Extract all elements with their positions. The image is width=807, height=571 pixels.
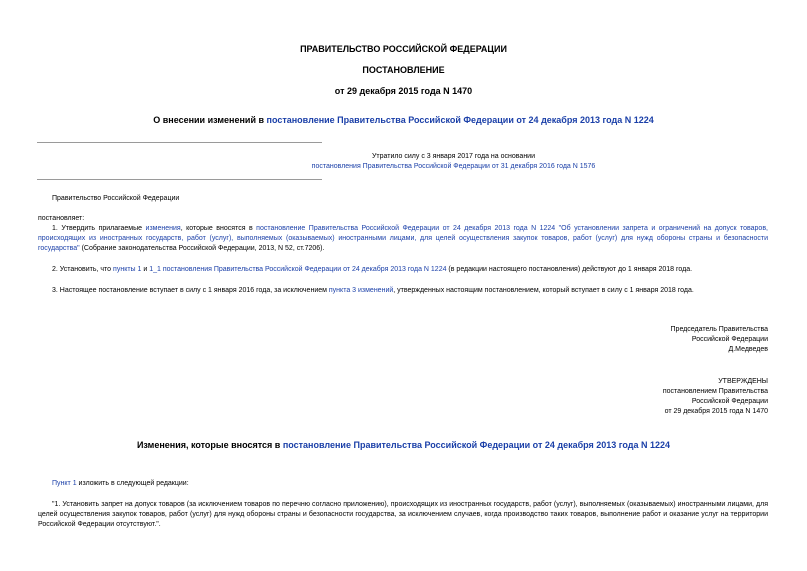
points-1-link[interactable]: пункты 1 [113,266,142,273]
changes-link[interactable]: изменения [145,225,181,232]
repeal-notice [50,152,807,172]
repeal-notice-line: Утратило силу с 3 января 2017 года на основании [371,153,536,160]
changes-title-prefix: Изменения, которые вносятся в [136,440,283,450]
point-1-link[interactable]: Пункт 1 [52,480,77,487]
repeal-decree-link[interactable]: постановления Правительства Российской Федерации от 31 декабря 2016 года N 1576 [311,163,596,170]
approval-stamp: УТВЕРЖДЕНЫ [718,378,768,385]
paragraph-1-text-a: 1. Утвердить прилагаемые [52,225,146,232]
government-name: Правительство Российской Федерации [52,195,180,202]
paragraph-2-text-c: (в редакции настоящего постановления) действуют до 1 января 2018 года. [446,266,693,273]
paragraph-2-text-a: 2. Установить, что [52,266,114,273]
paragraph-1-text-b: , которые вносятся в [180,225,257,232]
approval-block [663,377,768,417]
paragraph-2 [38,265,768,275]
government-heading: ПРАВИТЕЛЬСТВО РОССИЙСКОЙ ФЕДЕРАЦИИ [300,44,507,54]
paragraph-3-text-a: 3. Настоящее постановление вступает в силу с 1 января 2016 года, за исключением [52,287,329,294]
approval-date: от 29 декабря 2015 года N 1470 [664,408,768,415]
signature-block [671,325,768,355]
document-type: ПОСТАНОВЛЕНИЕ [362,65,445,75]
changes-title [0,440,807,451]
changes-decree-link[interactable]: постановление Правительства Российской Федерации от 24 декабря 2013 года N 1224 [282,440,671,450]
paragraph-1 [38,224,768,254]
document-title-prefix: О внесении изменений в [153,115,267,125]
paragraph-3 [38,286,768,296]
bottom-rule [37,179,322,180]
document-date: от 29 декабря 2015 года N 1470 [334,86,473,96]
signature-name: Д.Медведев [728,346,768,353]
signature-position: Председатель Правительства [670,326,768,333]
signature-country: Российской Федерации [691,336,768,343]
paragraph-2-text-b: и [141,266,150,273]
decree-1224-link[interactable]: постановление Правительства Российской Федерации от 24 декабря 2013 года N 1224 "Об установлении запрета и ограничений на допуск товаров, происходящих из иностранных государств, работ (услуг), выполняемых (оказываемых) иностранными лицами, для целей осуществления закупок товаров, работ (услуг) для нужд обороны страны и безопасности государства" [38,225,768,252]
point-1-1-link[interactable]: 1_1 постановления Правительства Российской Федерации от 24 декабря 2013 года N 1224 [149,266,447,273]
top-rule [37,142,322,143]
new-wording-quote: "1. Установить запрет на допуск товаров (за исключением товаров по перечню согласно приложению), происходящих из иностранных государств, работ (услуг), выполняемых (оказываемых) иностранными лицами, для целей осуществления закупок товаров, работ (услуг) для нужд обороны страны и безопасности государства, за исключением случаев, когда производство таких товаров, выполнение работ и оказание услуг на территории Российской Федерации отсутствуют.". [38,501,768,528]
approval-by: постановлением Правительства [662,388,768,395]
change-item-1 [52,479,189,489]
paragraph-3-text-b: , утвержденных настоящим постановлением, который вступает в силу с 1 января 2018 года. [393,287,694,294]
decrees-word: постановляет: [38,215,85,222]
approval-country: Российской Федерации [691,398,768,405]
paragraph-1-text-c: (Собрание законодательства Российской Федерации, 2013, N 52, ст.7206). [79,245,325,252]
change-item-1-text: изложить в следующей редакции: [76,480,189,487]
point-3-changes-link[interactable]: пункта 3 изменений [328,287,394,294]
document-title [0,115,807,126]
title-decree-link[interactable]: постановление Правительства Российской Федерации от 24 декабря 2013 года N 1224 [266,115,654,125]
